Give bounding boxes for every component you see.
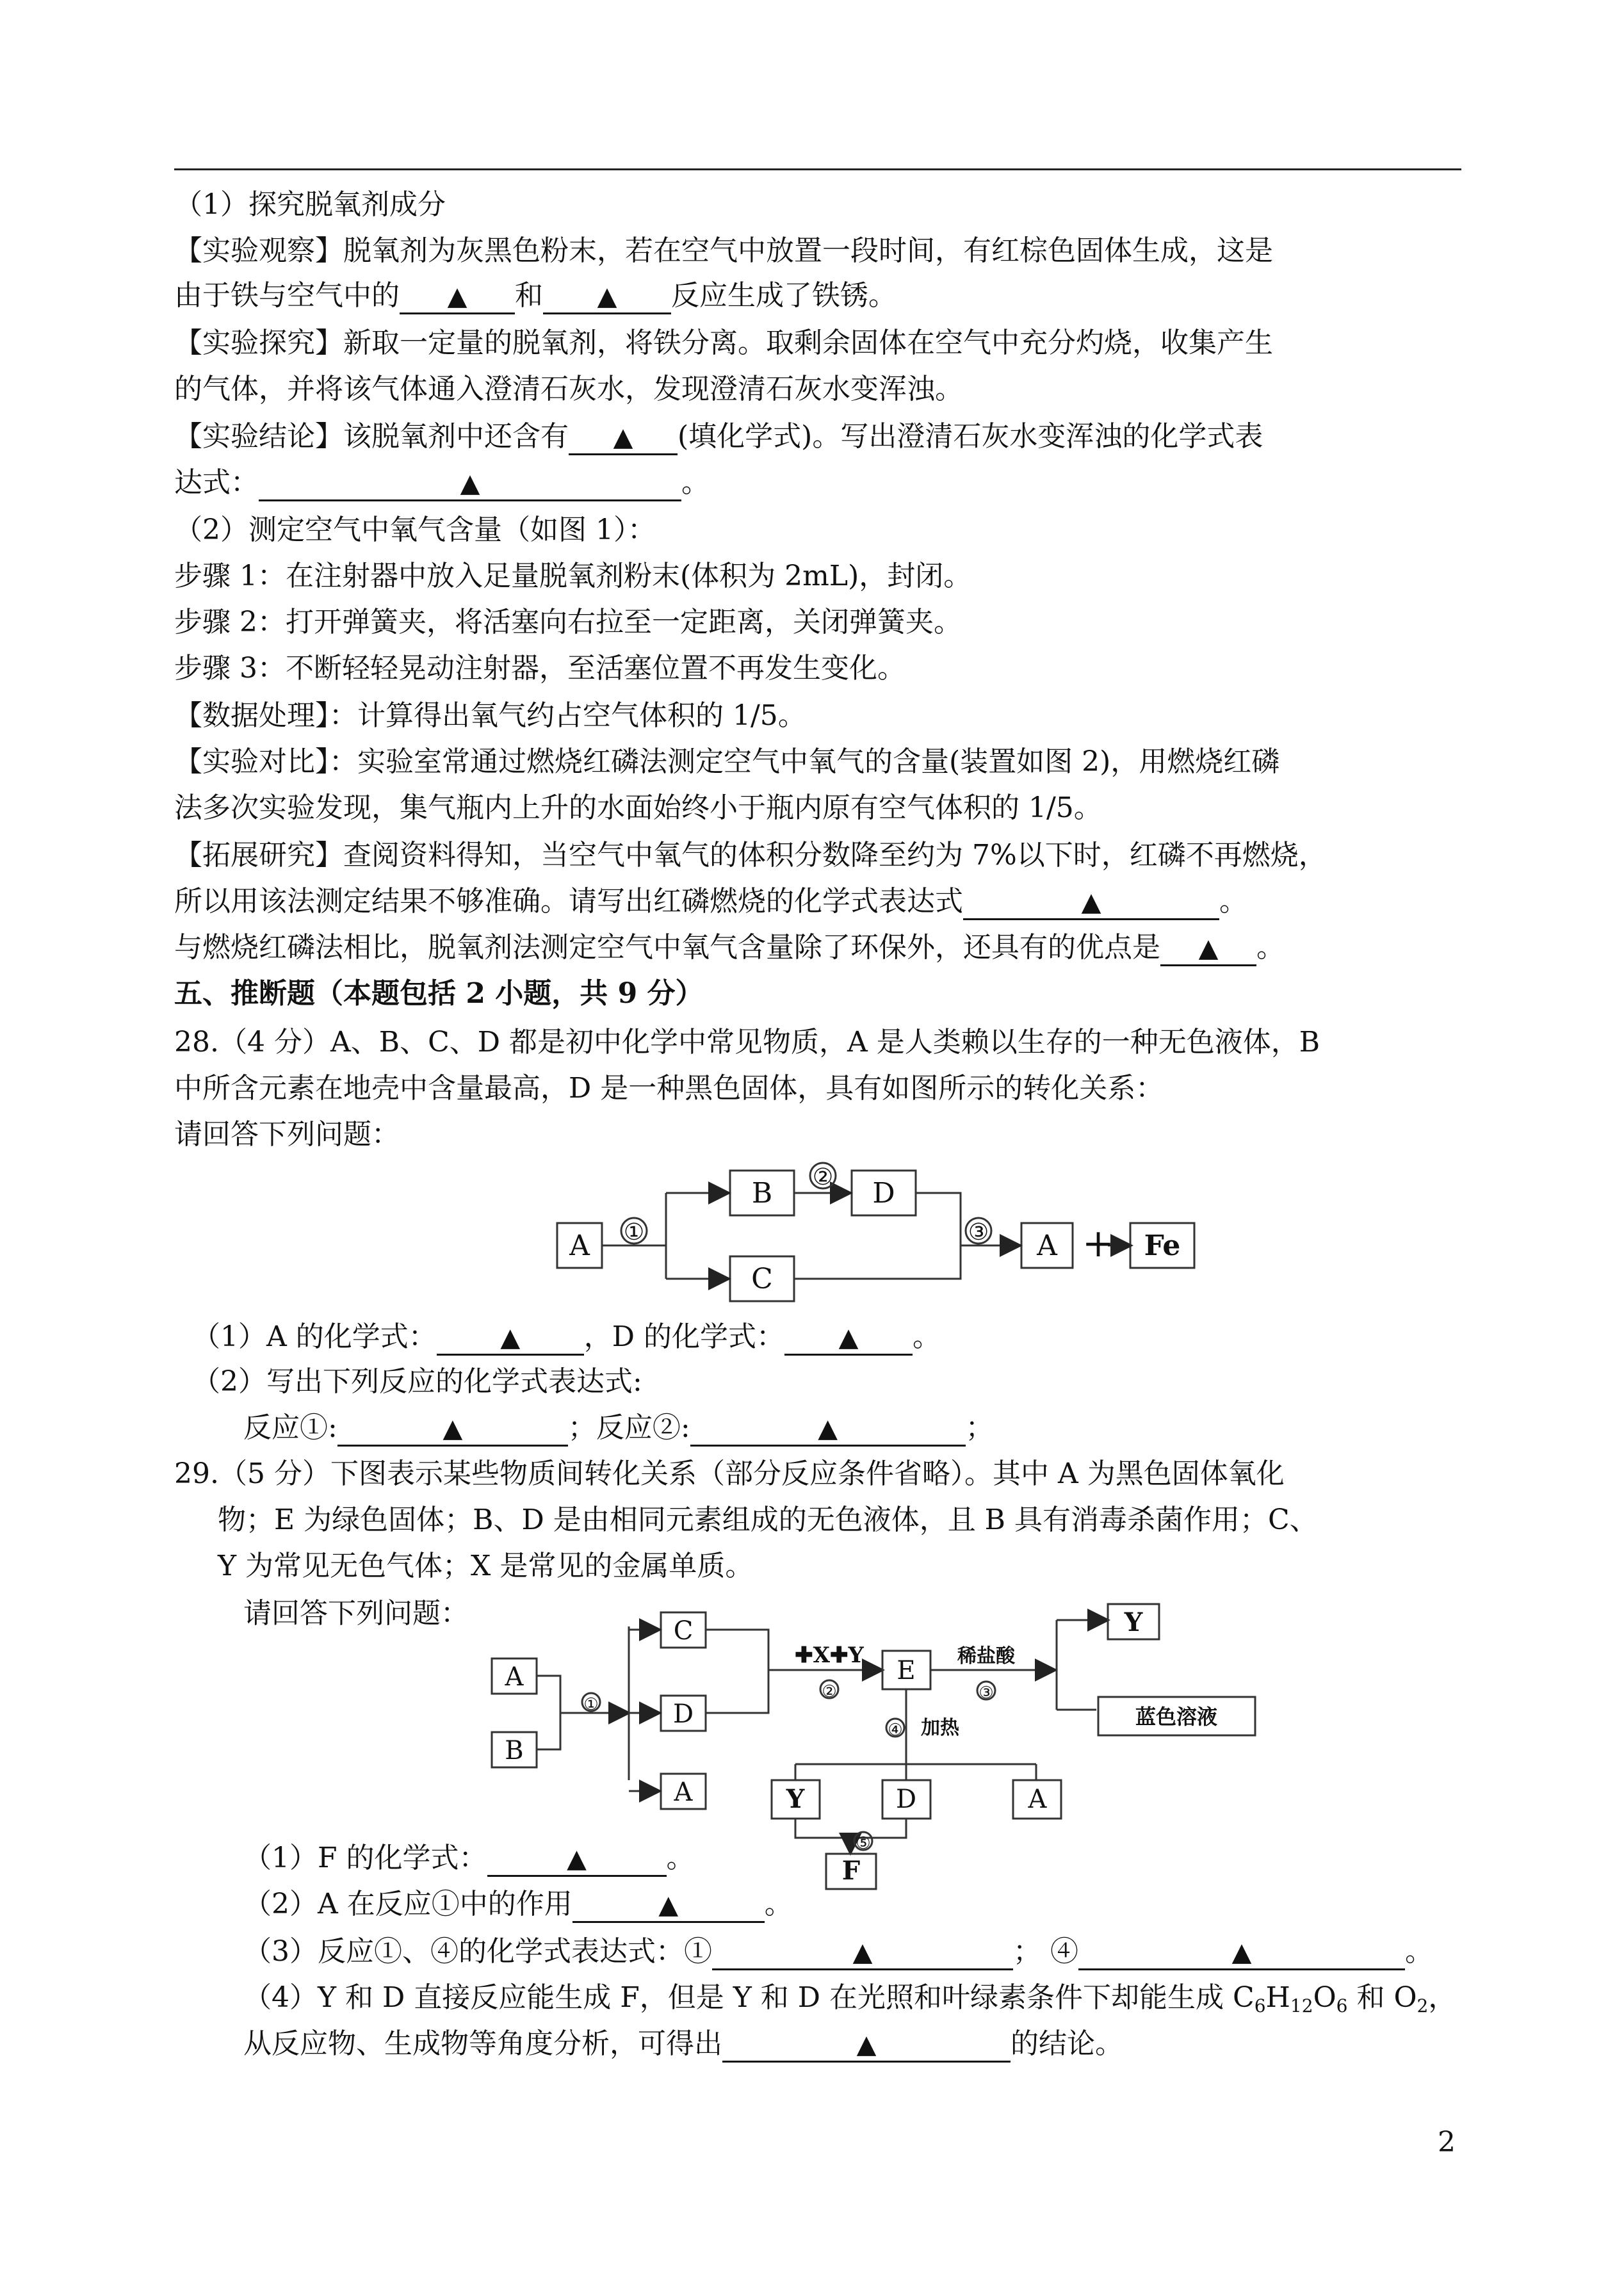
observation-line-1: 【实验观察】脱氧剂为灰黑色粉末，若在空气中放置一段时间，有红棕色固体生成，这是 xyxy=(174,234,1273,267)
q28-transformation-diagram xyxy=(551,1153,1217,1306)
part1-header: （1）探究脱氧剂成分 xyxy=(174,188,446,221)
label-b: B xyxy=(751,1177,773,1210)
compare-line-2: 法多次实验发现，集气瓶内上升的水面始终小于瓶内原有空气体积的 1/5。 xyxy=(174,791,1102,824)
compare-line-1: 【实验对比】：实验室常通过燃烧红磷法测定空气中氧气的含量(装置如图 2)，用燃烧红磷 xyxy=(174,745,1280,778)
step-3: 步骤 3：不断轻轻晃动注射器，至活塞位置不再发生变化。 xyxy=(174,652,905,685)
q28-sub-2: （2）写出下列反应的化学式表达式: xyxy=(192,1365,642,1398)
reaction-5-marker: ⑤ xyxy=(856,1834,871,1853)
reaction-2-marker: ② xyxy=(812,1164,834,1190)
answer-blank[interactable]: ▲ xyxy=(437,1320,584,1356)
q29-sub-2: （2）A 在反应①中的作用 ▲ 。 xyxy=(243,1885,793,1924)
answer-blank[interactable]: ▲ xyxy=(543,279,671,314)
plus-sign: + xyxy=(1082,1221,1115,1266)
explore-tag: 【实验探究】 xyxy=(174,327,343,359)
step-1: 步骤 1：在注射器中放入足量脱氧剂粉末(体积为 2mL)，封闭。 xyxy=(174,560,972,592)
reagent-acid: 稀盐酸 xyxy=(957,1645,1015,1667)
label-a: A xyxy=(505,1662,524,1692)
answer-blank[interactable]: ▲ xyxy=(1160,931,1256,966)
label-a: A xyxy=(569,1229,590,1262)
condition-heat: 加热 xyxy=(921,1717,959,1739)
page-number: 2 xyxy=(1438,2126,1456,2159)
reaction-4-marker: ④ xyxy=(888,1721,903,1740)
q29-sub-3: （3）反应①、④的化学式表达式：① ▲ ； ④ ▲ 。 xyxy=(243,1933,1433,1971)
label-c: C xyxy=(673,1616,694,1646)
answer-blank[interactable]: ▲ xyxy=(487,1842,667,1877)
label-y2: Y xyxy=(786,1784,805,1814)
answer-blank[interactable]: ▲ xyxy=(259,466,681,501)
q28-sub-2-reactions: 反应①: ▲ ；反应②: ▲ ； xyxy=(243,1409,994,1447)
part2-header: （2）测定空气中氧气含量（如图 1）： xyxy=(174,514,656,546)
reagent-x-y: ✚X✚Y xyxy=(795,1642,864,1668)
reaction-3-marker: ③ xyxy=(968,1219,989,1245)
q29-sub-1: （1）F 的化学式： ▲ 。 xyxy=(243,1839,695,1877)
data-processing: 【数据处理】：计算得出氧气约占空气体积的 1/5。 xyxy=(174,699,806,732)
reaction-2-marker: ② xyxy=(822,1682,837,1701)
q29-sub-4-conclusion: 从反应物、生成物等角度分析，可得出 ▲ 的结论。 xyxy=(243,2025,1123,2063)
answer-blank[interactable]: ▲ xyxy=(784,1320,913,1356)
label-y: Y xyxy=(1124,1607,1143,1637)
answer-blank[interactable]: ▲ xyxy=(712,1935,1013,1970)
conclusion-line-1: 【实验结论】该脱氧剂中还含有 ▲ (填化学式)。写出澄清石灰水变浑浊的化学式表 xyxy=(174,418,1263,456)
q29-line-2: 物；E 为绿色固体；B、D 是由相同元素组成的无色液体，且 B 具有消毒杀菌作用；C、 xyxy=(218,1504,1318,1536)
step-2: 步骤 2：打开弹簧夹，将活塞向右拉至一定距离，关闭弹簧夹。 xyxy=(174,606,962,638)
answer-blank[interactable]: ▲ xyxy=(337,1411,568,1447)
answer-blank[interactable]: ▲ xyxy=(1078,1935,1405,1970)
extend-line-3: 与燃烧红磷法相比，脱氧剂法测定空气中氧气含量除了环保外，还具有的优点是 ▲ 。 xyxy=(174,929,1285,967)
label-a2: A xyxy=(674,1778,693,1807)
label-d: D xyxy=(872,1177,895,1210)
q29-line-3: Y 为常见无色气体；X 是常见的金属单质。 xyxy=(218,1550,754,1582)
reaction-3-marker: ③ xyxy=(978,1683,994,1703)
label-f: F xyxy=(841,1856,861,1886)
conclusion-line-2: 达式： ▲ 。 xyxy=(174,464,710,502)
header-rule xyxy=(174,168,1461,170)
extend-line-2: 所以用该法测定结果不够准确。请写出红磷燃烧的化学式表达式 ▲ 。 xyxy=(174,882,1247,921)
reaction-1-marker: ① xyxy=(623,1219,645,1245)
label-blue-solution: 蓝色溶液 xyxy=(1135,1705,1218,1729)
observation-tag: 【实验观察】 xyxy=(174,234,343,267)
label-a2: A xyxy=(1037,1229,1057,1262)
reaction-1-marker: ① xyxy=(583,1695,599,1714)
q28-line-2: 中所含元素在地壳中含量最高，D 是一种黑色固体，具有如图所示的转化关系： xyxy=(174,1072,1164,1105)
label-c: C xyxy=(751,1263,773,1295)
q28-line-3: 请回答下列问题： xyxy=(174,1118,400,1151)
label-d2: D xyxy=(895,1785,917,1814)
q28-line-1: 28.（4 分）A、B、C、D 都是初中化学中常见物质，A 是人类赖以生存的一种无色液体，B xyxy=(174,1026,1320,1058)
label-e: E xyxy=(897,1656,916,1685)
explore-line-2: 的气体，并将该气体通入澄清石灰水，发现澄清石灰水变浑浊。 xyxy=(174,373,963,405)
q29-line-1: 29.（5 分）下图表示某些物质间转化关系（部分反应条件省略）。其中 A 为黑色固体氧化 xyxy=(174,1457,1285,1490)
answer-blank[interactable]: ▲ xyxy=(569,420,678,455)
q29-sub-4: （4）Y 和 D 直接反应能生成 F，但是 Y 和 D 在光照和叶绿素条件下却能生成 $C_6H_{12}O_6$ 和 $O_2$， xyxy=(243,1981,1457,2016)
answer-blank[interactable]: ▲ xyxy=(963,885,1219,920)
answer-blank[interactable]: ▲ xyxy=(572,1888,765,1923)
answer-blank[interactable]: ▲ xyxy=(400,279,515,314)
label-fe: Fe xyxy=(1144,1229,1181,1262)
answer-blank[interactable]: ▲ xyxy=(722,2027,1011,2063)
section-5-heading: 五、推断题（本题包括 2 小题，共 9 分） xyxy=(174,977,704,1010)
extend-line-1: 【拓展研究】查阅资料得知，当空气中氧气的体积分数降至约为 7%以下时，红磷不再燃烧， xyxy=(174,839,1327,872)
label-d: D xyxy=(672,1699,694,1729)
observation-line-2: 由于铁与空气中的 ▲ 和 ▲ 反应生成了铁锈。 xyxy=(174,277,897,315)
q28-sub-1: （1）A 的化学式： ▲ ，D 的化学式： ▲ 。 xyxy=(192,1318,941,1356)
conclusion-tag: 【实验结论】 xyxy=(174,420,343,453)
answer-blank[interactable]: ▲ xyxy=(690,1411,966,1447)
label-a3: A xyxy=(1028,1785,1047,1814)
q29-line-4: 请回答下列问题： xyxy=(243,1597,469,1630)
label-b: B xyxy=(505,1736,524,1765)
explore-line-1: 【实验探究】新取一定量的脱氧剂，将铁分离。取剩余固体在空气中充分灼烧，收集产生 xyxy=(174,327,1273,359)
